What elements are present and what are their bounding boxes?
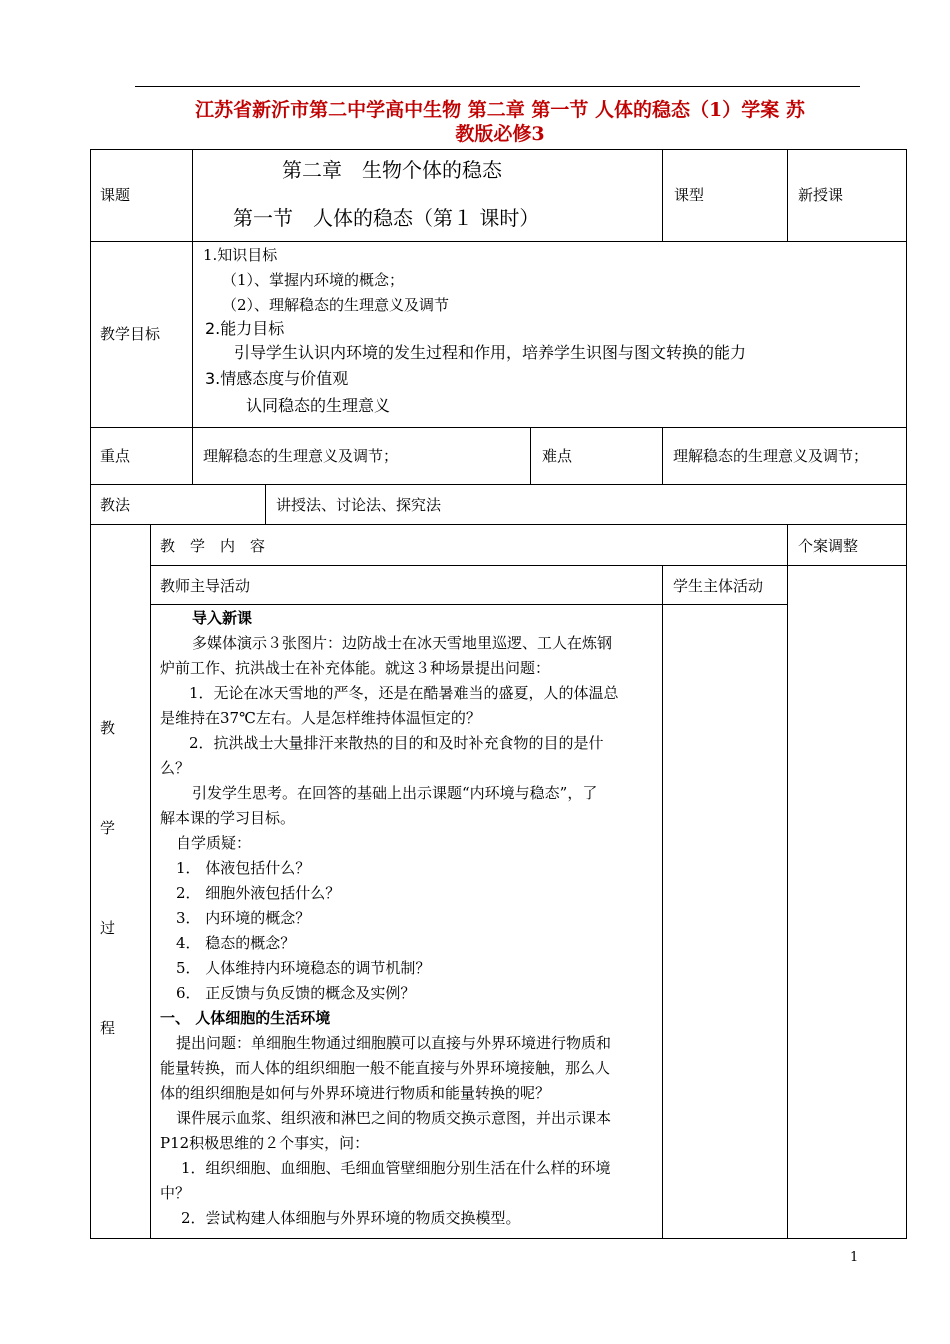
content-line: 是维持在37℃左右。人是怎样维持体温恒定的？ (160, 709, 481, 727)
table-row-divider (150, 565, 907, 566)
difficult-point-label: 难点 (542, 447, 573, 465)
content-line: 1．组织细胞、血细胞、毛细血管壁细胞分别生活在什么样的环境 (181, 1159, 611, 1177)
table-row-divider (90, 427, 907, 428)
topic-label: 课题 (100, 186, 131, 204)
goal-line: 认同稳态的生理意义 (246, 396, 391, 415)
content-line: 3． 内环境的概念？ (176, 909, 311, 927)
adjust-header: 个案调整 (798, 537, 859, 555)
table-col-divider (150, 524, 151, 1239)
content-line: 1．无论在冰天雪地的严冬，还是在酷暑难当的盛夏，人的体温总 (189, 684, 619, 702)
lesson-type-label: 课型 (674, 186, 705, 204)
section-title: 第一节 人体的稳态（第１ 课时） (233, 206, 540, 230)
process-side-char: 过 (100, 919, 116, 937)
content-header: 教 学 内 容 (160, 537, 266, 555)
content-line: 引发学生思考。在回答的基础上出示课题“内环境与稳态”，了 (192, 784, 598, 802)
table-col-divider (192, 149, 193, 485)
content-line: 提出问题：单细胞生物通过细胞膜可以直接与外界环境进行物质和 (176, 1034, 612, 1052)
goal-line: 1.知识目标 (203, 246, 278, 264)
table-row-divider (90, 484, 907, 485)
content-line: 多媒体演示３张图片：边防战士在冰天雪地里巡逻、工人在炼钢 (192, 634, 613, 652)
process-side-char: 程 (100, 1019, 116, 1037)
process-side-char: 教 (100, 719, 116, 737)
content-line: 炉前工作、抗洪战士在补充体能。就这３种场景提出问题： (160, 659, 551, 677)
content-line: 课件展示血浆、组织液和淋巴之间的物质交换示意图，并出示课本 (176, 1109, 612, 1127)
method-value: 讲授法、讨论法、探究法 (276, 496, 442, 514)
table-col-divider (662, 149, 663, 242)
table-col-divider (787, 149, 788, 242)
student-activity-header: 学生主体活动 (673, 577, 764, 595)
content-line: 2． 细胞外液包括什么？ (176, 884, 341, 902)
content-line: 能量转换，而人体的组织细胞一般不能直接与外界环境接触，那么人 (160, 1059, 611, 1077)
content-line: 4． 稳态的概念？ (176, 934, 296, 952)
table-border-left (90, 149, 91, 1239)
key-point-value: 理解稳态的生理意义及调节； (203, 447, 399, 465)
content-line: 1． 体液包括什么？ (176, 859, 311, 877)
content-line: 导入新课 (192, 609, 253, 627)
table-border-bottom (90, 1238, 907, 1239)
document-title-line-2: 教版必修3 (455, 123, 545, 145)
goals-label: 教学目标 (100, 325, 161, 343)
content-line: P12积极思维的２个事实，问： (160, 1134, 370, 1152)
process-side-char: 学 (100, 819, 116, 837)
content-line: 5． 人体维持内环境稳态的调节机制？ (176, 959, 431, 977)
table-col-divider (787, 524, 788, 1239)
table-col-divider (662, 427, 663, 485)
table-col-divider (530, 427, 531, 485)
content-line: 6． 正反馈与负反馈的概念及实例？ (176, 984, 416, 1002)
table-row-divider (90, 241, 907, 242)
table-row-divider (150, 604, 788, 605)
table-row-divider (90, 524, 907, 525)
chapter-title: 第二章 生物个体的稳态 (282, 158, 502, 182)
table-border-right (906, 149, 907, 1239)
method-label: 教法 (100, 496, 131, 514)
content-line: 2．抗洪战士大量排汗来散热的目的和及时补充食物的目的是什 (189, 734, 604, 752)
difficult-point-value: 理解稳态的生理意义及调节； (673, 447, 869, 465)
goal-line: 2.能力目标 (205, 319, 285, 338)
table-border-top (90, 149, 907, 150)
teacher-activity-header: 教师主导活动 (160, 577, 251, 595)
content-line: 么？ (160, 759, 191, 777)
content-line: 一、 人体细胞的生活环境 (160, 1009, 331, 1027)
header-rule (135, 86, 860, 87)
document-title-line-1: 江苏省新沂市第二中学高中生物 第二章 第一节 人体的稳态（1）学案 苏 (195, 99, 805, 121)
goal-line: （2）、理解稳态的生理意义及调节 (222, 296, 450, 314)
content-line: 2．尝试构建人体细胞与外界环境的物质交换模型。 (181, 1209, 521, 1227)
table-col-divider (265, 484, 266, 525)
content-line: 解本课的学习目标。 (160, 809, 296, 827)
lesson-type-value: 新授课 (798, 186, 844, 204)
goal-line: 引导学生认识内环境的发生过程和作用，培养学生识图与图文转换的能力 (234, 343, 747, 362)
table-col-divider (662, 565, 663, 1239)
key-point-label: 重点 (100, 447, 131, 465)
content-line: 自学质疑： (176, 834, 252, 852)
page-number: 1 (850, 1250, 859, 1265)
content-line: 中？ (160, 1184, 191, 1202)
document-title (120, 98, 880, 146)
content-line: 体的组织细胞是如何与外界环境进行物质和能量转换的呢？ (160, 1084, 551, 1102)
goal-line: （1）、掌握内环境的概念； (222, 271, 405, 289)
goal-line: 3.情感态度与价值观 (205, 369, 349, 388)
